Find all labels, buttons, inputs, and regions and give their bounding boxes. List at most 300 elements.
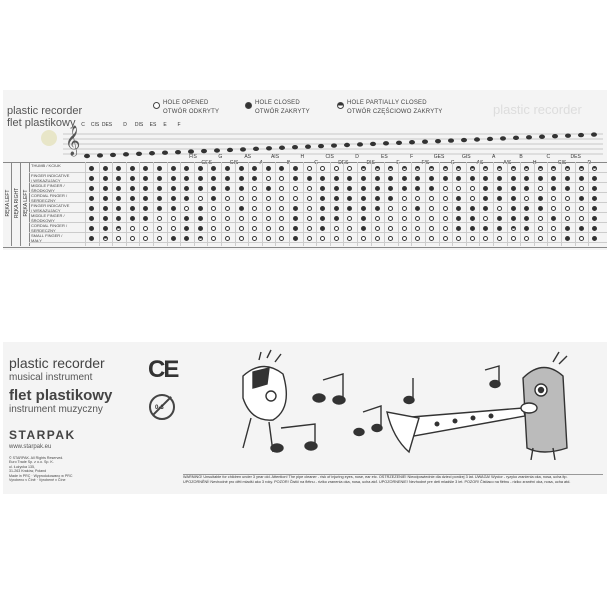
address-line: Made in PRC · Wyprodukowano w PRC bbox=[9, 473, 73, 478]
grid-column-line bbox=[99, 162, 100, 246]
product-subtitle-pl: instrument muzyczny bbox=[9, 404, 103, 415]
grid-column-line bbox=[479, 162, 480, 246]
grid-column-line bbox=[520, 162, 521, 246]
grid-column-line bbox=[493, 162, 494, 246]
finger-hole-dot bbox=[334, 216, 339, 221]
staff-note bbox=[175, 150, 181, 154]
finger-hole-dot bbox=[579, 196, 584, 201]
finger-hole-dot bbox=[470, 166, 475, 171]
grid-column-line bbox=[289, 162, 290, 246]
finger-hole-dot bbox=[239, 236, 244, 241]
staff-note bbox=[84, 154, 90, 158]
finger-hole-dot bbox=[429, 176, 434, 181]
packaging-card bbox=[3, 342, 607, 494]
grid-column-line bbox=[112, 162, 113, 246]
finger-hole-dot bbox=[198, 196, 203, 201]
finger-row-label: FINGER INDICATIVE / WSKAZUJĄCY bbox=[31, 173, 70, 183]
finger-hole-dot bbox=[375, 186, 380, 191]
finger-hole-dot bbox=[157, 206, 162, 211]
finger-hole-dot bbox=[565, 176, 570, 181]
finger-row-label: CORDIAL FINGER / SERDECZNY bbox=[31, 193, 68, 203]
note-name-lower: FIS bbox=[421, 160, 430, 166]
brand-logo: STARPAK bbox=[9, 428, 76, 442]
grid-column-line bbox=[207, 162, 208, 246]
treble-clef-icon: 𝄞 bbox=[65, 126, 81, 156]
finger-hole-dot bbox=[497, 216, 502, 221]
finger-hole-dot bbox=[402, 186, 407, 191]
finger-hole-dot bbox=[497, 196, 502, 201]
note-name-lower: B bbox=[286, 160, 291, 166]
finger-hole-dot bbox=[198, 176, 203, 181]
staff-note bbox=[97, 153, 103, 157]
finger-hole-dot bbox=[157, 186, 162, 191]
finger-hole-dot bbox=[402, 176, 407, 181]
finger-hole-dot bbox=[89, 186, 94, 191]
finger-hole-dot bbox=[565, 206, 570, 211]
finger-hole-dot bbox=[198, 186, 203, 191]
finger-hole-dot bbox=[266, 226, 271, 231]
staff-note bbox=[591, 132, 597, 136]
finger-hole-dot bbox=[334, 176, 339, 181]
watermark-text: plastic recorder bbox=[493, 102, 582, 117]
address-line: Euro Trade Sp. z o.o. Sp. K. bbox=[9, 460, 54, 465]
note-name-lower: DES bbox=[338, 160, 349, 166]
warning-line: WARNING! Unsuitable for children under 3 year old. Attention! The pipe cleaner - risk of injuring eyes, nose, ear etc. OSTRZEŻENIE! Nieodpowiednie dla dzieci poniżej 3 lat. UWAGA! Wycior - ryzyko zranienia oka, nosa, ucha itp. bbox=[183, 475, 568, 479]
finger-hole-dot bbox=[171, 206, 176, 211]
finger-hole-dot bbox=[538, 176, 543, 181]
address-line: ul. Łużycka 135, bbox=[9, 464, 35, 469]
finger-hole-dot bbox=[89, 166, 94, 171]
note-name-lower: E bbox=[396, 160, 400, 166]
note-name-lower: A bbox=[259, 160, 263, 166]
finger-hole-dot bbox=[565, 236, 570, 241]
finger-hole-dot bbox=[266, 186, 271, 191]
finger-hole-dot bbox=[361, 166, 366, 171]
staff-note bbox=[435, 139, 441, 143]
grid-column-line bbox=[275, 162, 276, 246]
finger-hole-dot bbox=[375, 216, 380, 221]
finger-hole-dot bbox=[579, 236, 584, 241]
finger-hole-dot bbox=[307, 166, 312, 171]
finger-hole-dot bbox=[511, 236, 516, 241]
note-name-lower: DIS bbox=[366, 160, 375, 166]
finger-hole-dot bbox=[470, 186, 475, 191]
grid-column-line bbox=[330, 162, 331, 246]
legend-label-en: HOLE CLOSED bbox=[255, 100, 300, 106]
finger-hole-dot bbox=[443, 196, 448, 201]
finger-hole-dot bbox=[334, 166, 339, 171]
note-name-upper: E bbox=[163, 122, 167, 128]
note-name-lower: B bbox=[519, 154, 523, 160]
finger-hole-dot bbox=[103, 166, 108, 171]
grid-column-line bbox=[398, 162, 399, 246]
finger-hole-dot bbox=[443, 216, 448, 221]
finger-hole-dot bbox=[239, 216, 244, 221]
note-name-lower: AIS bbox=[503, 160, 512, 166]
finger-hole-dot bbox=[375, 166, 380, 171]
finger-hole-dot bbox=[89, 206, 94, 211]
note-name-lower: G bbox=[218, 154, 223, 160]
grid-column-line bbox=[561, 162, 562, 246]
finger-hole-dot bbox=[470, 226, 475, 231]
note-name-upper: F bbox=[177, 122, 181, 128]
finger-row-label: FINGER INDICATIVE / WSKAZUJĄCY bbox=[31, 203, 70, 213]
grid-column-line bbox=[466, 162, 467, 246]
finger-hole-dot bbox=[171, 236, 176, 241]
finger-hole-dot bbox=[538, 166, 543, 171]
grid-column-line bbox=[221, 162, 222, 246]
finger-hole-dot bbox=[375, 236, 380, 241]
grid-column-line bbox=[85, 162, 86, 246]
finger-hole-dot bbox=[429, 226, 434, 231]
finger-hole-dot bbox=[470, 196, 475, 201]
legend-label-en: HOLE PARTIALLY CLOSED bbox=[347, 100, 427, 106]
finger-hole-dot bbox=[361, 216, 366, 221]
staff-note bbox=[539, 135, 545, 139]
staff-note bbox=[318, 144, 324, 148]
grid-column-line bbox=[425, 162, 426, 246]
finger-hole-dot bbox=[266, 176, 271, 181]
address-line: 31-263 Kraków, Poland bbox=[9, 469, 47, 474]
grid-column-line bbox=[316, 162, 317, 246]
grid-column-line bbox=[248, 162, 249, 246]
warning-line: UPOZORNĚNÍ! Nevhodné pro děti mladší ako 3 roky. POZOR! Čistič na flétnu - riziko zranenia oka, nosa, ucha atď. UPOZORNENIE! Nevhodné pre deti mladšie 3 let. POZOR! Čistiaco na flétnu - riziko zranění oka, nosa, ucha atd. bbox=[183, 480, 571, 484]
note-name-lower: GES bbox=[201, 160, 212, 166]
staff-note bbox=[565, 133, 571, 137]
finger-hole-dot bbox=[538, 196, 543, 201]
note-name-upper: C bbox=[81, 122, 85, 128]
note-name-lower: CIS bbox=[325, 154, 334, 160]
staff-note bbox=[279, 146, 285, 150]
finger-hole-dot bbox=[171, 226, 176, 231]
grid-column-line bbox=[371, 162, 372, 246]
fingering-grid bbox=[3, 162, 607, 248]
finger-hole-dot bbox=[361, 186, 366, 191]
finger-hole-dot bbox=[89, 236, 94, 241]
finger-hole-dot bbox=[293, 226, 298, 231]
staff-note bbox=[149, 151, 155, 155]
finger-hole-dot bbox=[225, 206, 230, 211]
finger-hole-dot bbox=[565, 226, 570, 231]
note-name-lower: H bbox=[300, 154, 305, 160]
finger-hole-dot bbox=[511, 196, 516, 201]
finger-hole-dot bbox=[443, 226, 448, 231]
note-name-upper: DES bbox=[101, 122, 113, 128]
finger-hole-dot bbox=[334, 206, 339, 211]
note-name-upper: DIS bbox=[134, 122, 144, 128]
finger-hole-dot bbox=[334, 236, 339, 241]
finger-hole-dot bbox=[198, 206, 203, 211]
note-name-upper: CIS bbox=[90, 122, 100, 128]
finger-hole-dot bbox=[375, 226, 380, 231]
finger-hole-dot bbox=[157, 226, 162, 231]
finger-hole-dot bbox=[538, 216, 543, 221]
hand-label: RĘKA LEFT bbox=[23, 189, 29, 217]
note-name-upper: D bbox=[123, 122, 127, 128]
closed-hole-icon bbox=[245, 102, 252, 109]
note-name-lower: CIS bbox=[557, 160, 567, 166]
note-name-lower: ES bbox=[380, 154, 388, 160]
finger-hole-dot bbox=[538, 226, 543, 231]
finger-hole-dot bbox=[470, 216, 475, 221]
grid-column-line bbox=[180, 162, 181, 246]
grid-column-line bbox=[547, 162, 548, 246]
fingering-chart-sheet bbox=[3, 90, 607, 250]
finger-hole-dot bbox=[307, 206, 312, 211]
staff-note bbox=[383, 141, 389, 145]
finger-hole-dot bbox=[225, 216, 230, 221]
hand-label: RĘKA LEFT bbox=[5, 189, 11, 217]
staff-note bbox=[201, 149, 207, 153]
finger-hole-dot bbox=[429, 216, 434, 221]
finger-hole-dot bbox=[307, 236, 312, 241]
finger-hole-dot bbox=[443, 236, 448, 241]
finger-hole-dot bbox=[225, 226, 230, 231]
hand-label-column-2 bbox=[12, 162, 21, 246]
grid-column-line bbox=[575, 162, 576, 246]
finger-hole-dot bbox=[103, 206, 108, 211]
website: www.starpak.eu bbox=[9, 444, 52, 450]
staff-note bbox=[500, 136, 506, 140]
finger-hole-dot bbox=[89, 196, 94, 201]
partial-hole-icon bbox=[337, 102, 344, 109]
staff-note bbox=[578, 133, 584, 137]
grid-column-line bbox=[534, 162, 535, 246]
hand-label-column bbox=[3, 162, 12, 246]
finger-hole-dot bbox=[130, 186, 135, 191]
finger-hole-dot bbox=[307, 226, 312, 231]
grid-column-line bbox=[588, 162, 589, 246]
finger-hole-dot bbox=[429, 206, 434, 211]
finger-hole-dot bbox=[239, 196, 244, 201]
finger-hole-dot bbox=[225, 236, 230, 241]
note-name-lower: C bbox=[314, 160, 318, 166]
note-name-lower: G bbox=[450, 160, 455, 166]
safety-warning bbox=[183, 474, 603, 485]
finger-hole-dot bbox=[171, 166, 176, 171]
finger-hole-dot bbox=[538, 206, 543, 211]
staff-note bbox=[513, 136, 519, 140]
finger-hole-dot bbox=[402, 226, 407, 231]
staff-note bbox=[227, 148, 233, 152]
finger-hole-dot bbox=[103, 226, 108, 231]
finger-hole-dot bbox=[375, 176, 380, 181]
staff-note bbox=[396, 141, 402, 145]
finger-hole-dot bbox=[470, 206, 475, 211]
finger-hole-dot bbox=[375, 206, 380, 211]
finger-hole-dot bbox=[103, 176, 108, 181]
finger-hole-dot bbox=[293, 176, 298, 181]
staff-note bbox=[331, 143, 337, 147]
finger-hole-dot bbox=[171, 196, 176, 201]
finger-hole-dot bbox=[225, 186, 230, 191]
finger-hole-dot bbox=[198, 236, 203, 241]
finger-hole-dot bbox=[171, 186, 176, 191]
staff-note bbox=[240, 147, 246, 151]
staff-note bbox=[305, 144, 311, 148]
finger-hole-dot bbox=[198, 226, 203, 231]
staff-note bbox=[344, 143, 350, 147]
finger-hole-dot bbox=[361, 236, 366, 241]
grid-column-line bbox=[262, 162, 263, 246]
finger-hole-dot bbox=[266, 206, 271, 211]
grid-column-line bbox=[452, 162, 453, 246]
finger-hole-dot bbox=[198, 166, 203, 171]
finger-hole-dot bbox=[266, 166, 271, 171]
product-title-pl: flet plastikowy bbox=[9, 387, 113, 404]
finger-hole-dot bbox=[239, 166, 244, 171]
finger-hole-dot bbox=[511, 206, 516, 211]
finger-hole-dot bbox=[565, 186, 570, 191]
mouthpiece-sketch-icon bbox=[41, 130, 57, 146]
grid-column-line bbox=[439, 162, 440, 246]
finger-hole-dot bbox=[579, 226, 584, 231]
staff-note bbox=[123, 152, 129, 156]
finger-hole-dot bbox=[361, 176, 366, 181]
finger-hole-dot bbox=[497, 206, 502, 211]
finger-hole-dot bbox=[470, 176, 475, 181]
finger-hole-dot bbox=[266, 196, 271, 201]
grid-column-line bbox=[384, 162, 385, 246]
finger-hole-dot bbox=[293, 236, 298, 241]
finger-hole-dot bbox=[225, 166, 230, 171]
finger-hole-dot bbox=[565, 196, 570, 201]
finger-hole-dot bbox=[334, 196, 339, 201]
note-name-lower: AS bbox=[476, 160, 484, 166]
staff-note bbox=[292, 145, 298, 149]
note-name-lower: A bbox=[491, 154, 496, 160]
note-name-lower: D bbox=[355, 154, 359, 160]
age-warning-icon bbox=[149, 394, 175, 420]
age-label: 0-3 bbox=[155, 405, 164, 411]
finger-row-label: CORDIAL FINGER / SERDECZNY bbox=[31, 223, 68, 233]
note-name-lower: D bbox=[587, 160, 592, 166]
illustration-recorder-characters bbox=[223, 348, 603, 460]
grid-column-line bbox=[411, 162, 412, 246]
finger-hole-dot bbox=[511, 176, 516, 181]
finger-hole-dot bbox=[402, 196, 407, 201]
hand-label: RĘKA RIGHT bbox=[14, 187, 20, 219]
finger-hole-dot bbox=[429, 236, 434, 241]
finger-hole-dot bbox=[130, 166, 135, 171]
finger-hole-dot bbox=[511, 216, 516, 221]
finger-hole-dot bbox=[239, 206, 244, 211]
address-block bbox=[9, 456, 72, 482]
finger-hole-dot bbox=[89, 226, 94, 231]
finger-hole-dot bbox=[239, 186, 244, 191]
finger-hole-dot bbox=[103, 236, 108, 241]
grid-column-line bbox=[167, 162, 168, 246]
finger-hole-dot bbox=[130, 196, 135, 201]
finger-hole-dot bbox=[198, 216, 203, 221]
finger-hole-dot bbox=[402, 236, 407, 241]
staff-note bbox=[474, 137, 480, 141]
staff-note bbox=[136, 152, 142, 156]
finger-hole-dot bbox=[579, 166, 584, 171]
note-name-lower: GIS bbox=[462, 154, 471, 160]
note-name-lower: H bbox=[532, 160, 537, 166]
staff-note bbox=[370, 142, 376, 146]
finger-hole-dot bbox=[89, 216, 94, 221]
finger-hole-dot bbox=[565, 216, 570, 221]
open-hole-icon bbox=[153, 102, 160, 109]
finger-row-label: THUMB / KCIUK bbox=[31, 163, 61, 168]
finger-hole-dot bbox=[293, 186, 298, 191]
finger-hole-dot bbox=[497, 176, 502, 181]
finger-hole-dot bbox=[361, 226, 366, 231]
finger-hole-dot bbox=[293, 166, 298, 171]
note-name-lower: DES bbox=[570, 154, 581, 160]
grid-column-line bbox=[507, 162, 508, 246]
grid-column-line bbox=[126, 162, 127, 246]
staff-note bbox=[162, 151, 168, 155]
note-name-lower: C bbox=[546, 154, 551, 160]
grid-column-line bbox=[194, 162, 195, 246]
finger-hole-dot bbox=[402, 206, 407, 211]
finger-hole-dot bbox=[157, 196, 162, 201]
finger-hole-dot bbox=[103, 186, 108, 191]
staff-note bbox=[461, 138, 467, 142]
finger-hole-dot bbox=[375, 196, 380, 201]
grid-column-line bbox=[235, 162, 236, 246]
finger-hole-dot bbox=[334, 226, 339, 231]
finger-hole-dot bbox=[130, 176, 135, 181]
note-name-lower: GIS bbox=[229, 160, 239, 166]
finger-hole-dot bbox=[470, 236, 475, 241]
finger-hole-dot bbox=[225, 196, 230, 201]
finger-hole-dot bbox=[497, 166, 502, 171]
finger-hole-dot bbox=[361, 206, 366, 211]
ce-mark-icon: CE bbox=[148, 356, 178, 383]
finger-hole-dot bbox=[443, 166, 448, 171]
grid-column-line bbox=[139, 162, 140, 246]
grid-column-line bbox=[303, 162, 304, 246]
finger-hole-dot bbox=[103, 196, 108, 201]
finger-hole-dot bbox=[402, 166, 407, 171]
staff-note bbox=[253, 147, 259, 151]
finger-hole-dot bbox=[497, 226, 502, 231]
note-name-lower: F bbox=[410, 154, 414, 160]
product-title-en: plastic recorder bbox=[9, 355, 105, 371]
finger-row-label: MIDDLE FINGER / ŚRODKOWY bbox=[31, 183, 65, 193]
finger-hole-dot bbox=[497, 186, 502, 191]
finger-hole-dot bbox=[293, 216, 298, 221]
finger-hole-dot bbox=[511, 186, 516, 191]
staff-note bbox=[110, 153, 116, 157]
legend-label-en: HOLE OPENED bbox=[163, 100, 209, 106]
finger-hole-dot bbox=[89, 176, 94, 181]
staff-note bbox=[448, 138, 454, 142]
address-line: Vyrobeno v Číně · Vyrobené v Číne bbox=[9, 478, 66, 483]
finger-hole-dot bbox=[293, 206, 298, 211]
finger-hole-dot bbox=[565, 166, 570, 171]
staff-note bbox=[214, 148, 220, 152]
hand-label-column-3 bbox=[21, 162, 30, 246]
address-line: © STARPAK. All Rights Reserved. bbox=[9, 456, 64, 460]
chart-title-pl: flet plastikowy bbox=[7, 117, 76, 129]
finger-hole-dot bbox=[497, 236, 502, 241]
finger-hole-dot bbox=[443, 176, 448, 181]
staff-note bbox=[409, 140, 415, 144]
finger-hole-dot bbox=[239, 226, 244, 231]
finger-hole-dot bbox=[511, 166, 516, 171]
finger-hole-dot bbox=[443, 186, 448, 191]
finger-hole-dot bbox=[307, 186, 312, 191]
finger-hole-dot bbox=[307, 196, 312, 201]
grid-column-line bbox=[153, 162, 154, 246]
staff-note bbox=[266, 146, 272, 150]
finger-hole-dot bbox=[157, 166, 162, 171]
